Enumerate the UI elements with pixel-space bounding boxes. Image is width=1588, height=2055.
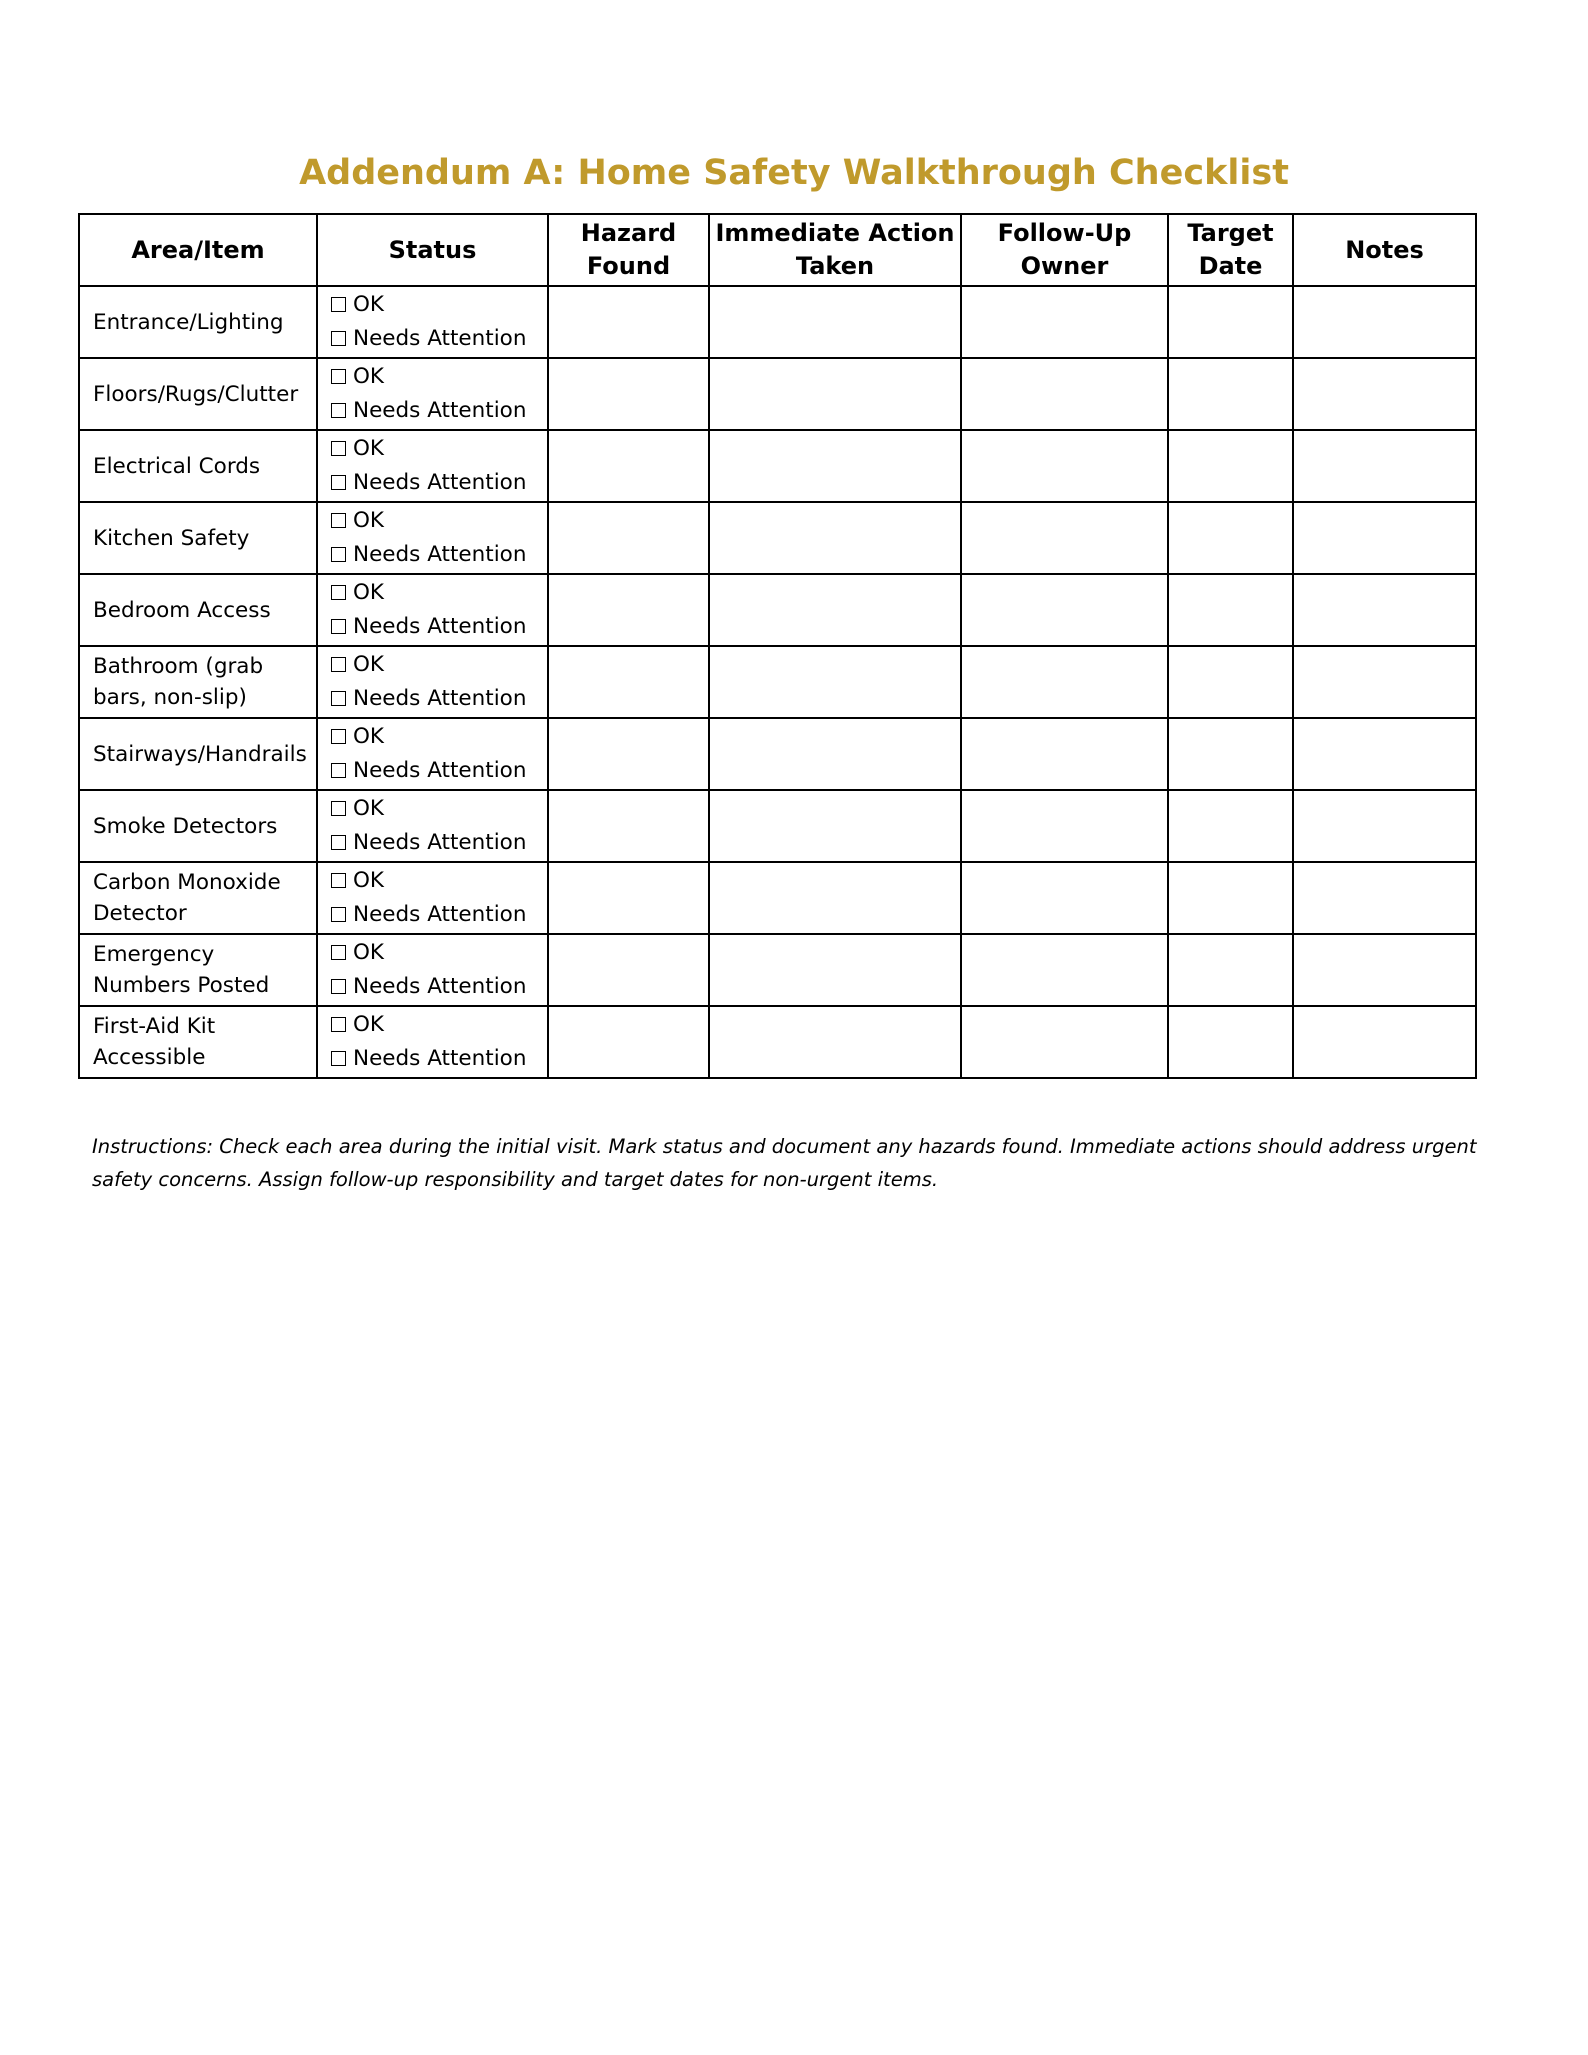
status-option-label: Needs Attention (353, 902, 527, 927)
immediate-action-cell[interactable] (709, 646, 961, 718)
table-row (79, 502, 1476, 574)
status-needs-attention-option[interactable] (331, 1042, 547, 1076)
immediate-action-cell[interactable] (709, 574, 961, 646)
status-cell (317, 790, 548, 862)
checkbox-icon[interactable] (331, 1051, 346, 1066)
checkbox-icon[interactable] (331, 1017, 346, 1032)
target-date-cell[interactable] (1168, 286, 1293, 358)
notes-cell[interactable] (1293, 718, 1476, 790)
follow-up-owner-cell[interactable] (961, 718, 1168, 790)
status-option-label: OK (353, 436, 385, 461)
status-ok-option[interactable] (331, 936, 547, 970)
table-row (79, 358, 1476, 430)
checkbox-icon[interactable] (331, 979, 346, 994)
immediate-action-cell[interactable] (709, 1006, 961, 1078)
hazard-found-cell[interactable] (548, 862, 709, 934)
status-needs-attention-option[interactable] (331, 322, 547, 356)
immediate-action-cell[interactable] (709, 430, 961, 502)
header-notes: Notes (1293, 214, 1476, 286)
checkbox-icon[interactable] (331, 369, 346, 384)
status-needs-attention-option[interactable] (331, 826, 547, 860)
follow-up-owner-cell[interactable] (961, 286, 1168, 358)
status-option-label: Needs Attention (353, 470, 527, 495)
status-needs-attention-option[interactable] (331, 970, 547, 1004)
immediate-action-cell[interactable] (709, 286, 961, 358)
checkbox-icon[interactable] (331, 441, 346, 456)
status-ok-option[interactable] (331, 360, 547, 394)
status-cell (317, 502, 548, 574)
table-row (79, 862, 1476, 934)
checkbox-icon[interactable] (331, 945, 346, 960)
area-item-cell: Electrical Cords (79, 430, 317, 502)
target-date-cell[interactable] (1168, 1006, 1293, 1078)
hazard-found-cell[interactable] (548, 1006, 709, 1078)
status-cell (317, 286, 548, 358)
notes-cell[interactable] (1293, 286, 1476, 358)
status-needs-attention-option[interactable] (331, 898, 547, 932)
status-option-label: Needs Attention (353, 974, 527, 999)
status-cell (317, 430, 548, 502)
target-date-cell[interactable] (1168, 934, 1293, 1006)
hazard-found-cell[interactable] (548, 502, 709, 574)
checkbox-icon[interactable] (331, 403, 346, 418)
header-follow-up-owner: Follow-Up Owner (961, 214, 1168, 286)
follow-up-owner-cell[interactable] (961, 862, 1168, 934)
instructions-text: Instructions: Check each area during the initial visit. Mark status and document any hazards found. Immediate actions should address urgent safety concerns. Assign follow-up responsibility and target dates for non-urgent items. (92, 1135, 1477, 1191)
hazard-found-cell[interactable] (548, 934, 709, 1006)
checkbox-icon[interactable] (331, 691, 346, 706)
checkbox-icon[interactable] (331, 297, 346, 312)
notes-cell[interactable] (1293, 862, 1476, 934)
target-date-cell[interactable] (1168, 430, 1293, 502)
status-ok-option[interactable] (331, 864, 547, 898)
follow-up-owner-cell[interactable] (961, 934, 1168, 1006)
notes-cell[interactable] (1293, 502, 1476, 574)
status-option-label: OK (353, 580, 385, 605)
status-ok-option[interactable] (331, 432, 547, 466)
area-item-cell: Floors/Rugs/Clutter (79, 358, 317, 430)
status-cell (317, 862, 548, 934)
checkbox-icon[interactable] (331, 657, 346, 672)
target-date-cell[interactable] (1168, 502, 1293, 574)
area-item-cell: Entrance/Lighting (79, 286, 317, 358)
checkbox-icon[interactable] (331, 547, 346, 562)
immediate-action-cell[interactable] (709, 862, 961, 934)
hazard-found-cell[interactable] (548, 430, 709, 502)
notes-cell[interactable] (1293, 1006, 1476, 1078)
notes-cell[interactable] (1293, 646, 1476, 718)
checkbox-icon[interactable] (331, 835, 346, 850)
status-needs-attention-option[interactable] (331, 538, 547, 572)
follow-up-owner-cell[interactable] (961, 574, 1168, 646)
status-option-label: Needs Attention (353, 614, 527, 639)
table-row (79, 430, 1476, 502)
checklist-body (79, 286, 1476, 1078)
status-option-label: OK (353, 796, 385, 821)
status-cell (317, 718, 548, 790)
status-option-label: Needs Attention (353, 830, 527, 855)
notes-cell[interactable] (1293, 358, 1476, 430)
area-item-cell: Emergency Numbers Posted (79, 934, 317, 1006)
table-row (79, 286, 1476, 358)
area-item-cell: Smoke Detectors (79, 790, 317, 862)
status-option-label: Needs Attention (353, 542, 527, 567)
status-option-label: Needs Attention (353, 758, 527, 783)
status-needs-attention-option[interactable] (331, 394, 547, 428)
status-option-label: OK (353, 364, 385, 389)
status-option-label: Needs Attention (353, 398, 527, 423)
status-ok-option[interactable] (331, 504, 547, 538)
target-date-cell[interactable] (1168, 862, 1293, 934)
area-item-cell: Bedroom Access (79, 574, 317, 646)
notes-cell[interactable] (1293, 934, 1476, 1006)
status-option-label: OK (353, 1012, 385, 1037)
area-item-cell: First-Aid Kit Accessible (79, 1006, 317, 1078)
header-status: Status (317, 214, 548, 286)
checkbox-icon[interactable] (331, 763, 346, 778)
checkbox-icon[interactable] (331, 873, 346, 888)
status-needs-attention-option[interactable] (331, 466, 547, 500)
status-option-label: Needs Attention (353, 686, 527, 711)
immediate-action-cell[interactable] (709, 790, 961, 862)
status-ok-option[interactable] (331, 1008, 547, 1042)
area-item-cell: Kitchen Safety (79, 502, 317, 574)
status-ok-option[interactable] (331, 792, 547, 826)
status-cell (317, 1006, 548, 1078)
target-date-cell[interactable] (1168, 718, 1293, 790)
target-date-cell[interactable] (1168, 646, 1293, 718)
header-hazard-found: Hazard Found (548, 214, 709, 286)
checkbox-icon[interactable] (331, 585, 346, 600)
status-option-label: OK (353, 868, 385, 893)
status-option-label: Needs Attention (353, 326, 527, 351)
hazard-found-cell[interactable] (548, 286, 709, 358)
header-area-item: Area/Item (79, 214, 317, 286)
target-date-cell[interactable] (1168, 790, 1293, 862)
status-needs-attention-option[interactable] (331, 682, 547, 716)
immediate-action-cell[interactable] (709, 934, 961, 1006)
status-cell (317, 358, 548, 430)
table-row (79, 790, 1476, 862)
area-item-cell: Carbon Monoxide Detector (79, 862, 317, 934)
target-date-cell[interactable] (1168, 358, 1293, 430)
status-ok-option[interactable] (331, 576, 547, 610)
hazard-found-cell[interactable] (548, 358, 709, 430)
immediate-action-cell[interactable] (709, 358, 961, 430)
checkbox-icon[interactable] (331, 907, 346, 922)
table-row (79, 574, 1476, 646)
table-row (79, 934, 1476, 1006)
follow-up-owner-cell[interactable] (961, 502, 1168, 574)
follow-up-owner-cell[interactable] (961, 358, 1168, 430)
checkbox-icon[interactable] (331, 729, 346, 744)
status-needs-attention-option[interactable] (331, 610, 547, 644)
header-row (79, 214, 1476, 286)
follow-up-owner-cell[interactable] (961, 430, 1168, 502)
area-item-cell: Stairways/Handrails (79, 718, 317, 790)
notes-cell[interactable] (1293, 430, 1476, 502)
table-row (79, 646, 1476, 718)
target-date-cell[interactable] (1168, 574, 1293, 646)
header-immediate-action: Immediate Action Taken (709, 214, 961, 286)
hazard-found-cell[interactable] (548, 646, 709, 718)
status-cell (317, 574, 548, 646)
follow-up-owner-cell[interactable] (961, 1006, 1168, 1078)
checkbox-icon[interactable] (331, 619, 346, 634)
immediate-action-cell[interactable] (709, 502, 961, 574)
checkbox-icon[interactable] (331, 513, 346, 528)
page-title: Addendum A: Home Safety Walkthrough Checklist (299, 153, 1289, 193)
checkbox-icon[interactable] (331, 331, 346, 346)
status-ok-option[interactable] (331, 720, 547, 754)
notes-cell[interactable] (1293, 574, 1476, 646)
follow-up-owner-cell[interactable] (961, 646, 1168, 718)
hazard-found-cell[interactable] (548, 574, 709, 646)
status-option-label: OK (353, 652, 385, 677)
status-cell (317, 934, 548, 1006)
status-option-label: OK (353, 724, 385, 749)
status-option-label: OK (353, 292, 385, 317)
status-option-label: OK (353, 508, 385, 533)
status-ok-option[interactable] (331, 288, 547, 322)
status-option-label: Needs Attention (353, 1046, 527, 1071)
header-target-date: Target Date (1168, 214, 1293, 286)
table-row (79, 718, 1476, 790)
hazard-found-cell[interactable] (548, 790, 709, 862)
area-item-cell: Bathroom (grab bars, non-slip) (79, 646, 317, 718)
checkbox-icon[interactable] (331, 475, 346, 490)
status-cell (317, 646, 548, 718)
checkbox-icon[interactable] (331, 801, 346, 816)
table-row (79, 1006, 1476, 1078)
notes-cell[interactable] (1293, 790, 1476, 862)
status-option-label: OK (353, 940, 385, 965)
status-ok-option[interactable] (331, 648, 547, 682)
status-needs-attention-option[interactable] (331, 754, 547, 788)
hazard-found-cell[interactable] (548, 718, 709, 790)
immediate-action-cell[interactable] (709, 718, 961, 790)
follow-up-owner-cell[interactable] (961, 790, 1168, 862)
safety-checklist-table (78, 213, 1477, 1079)
